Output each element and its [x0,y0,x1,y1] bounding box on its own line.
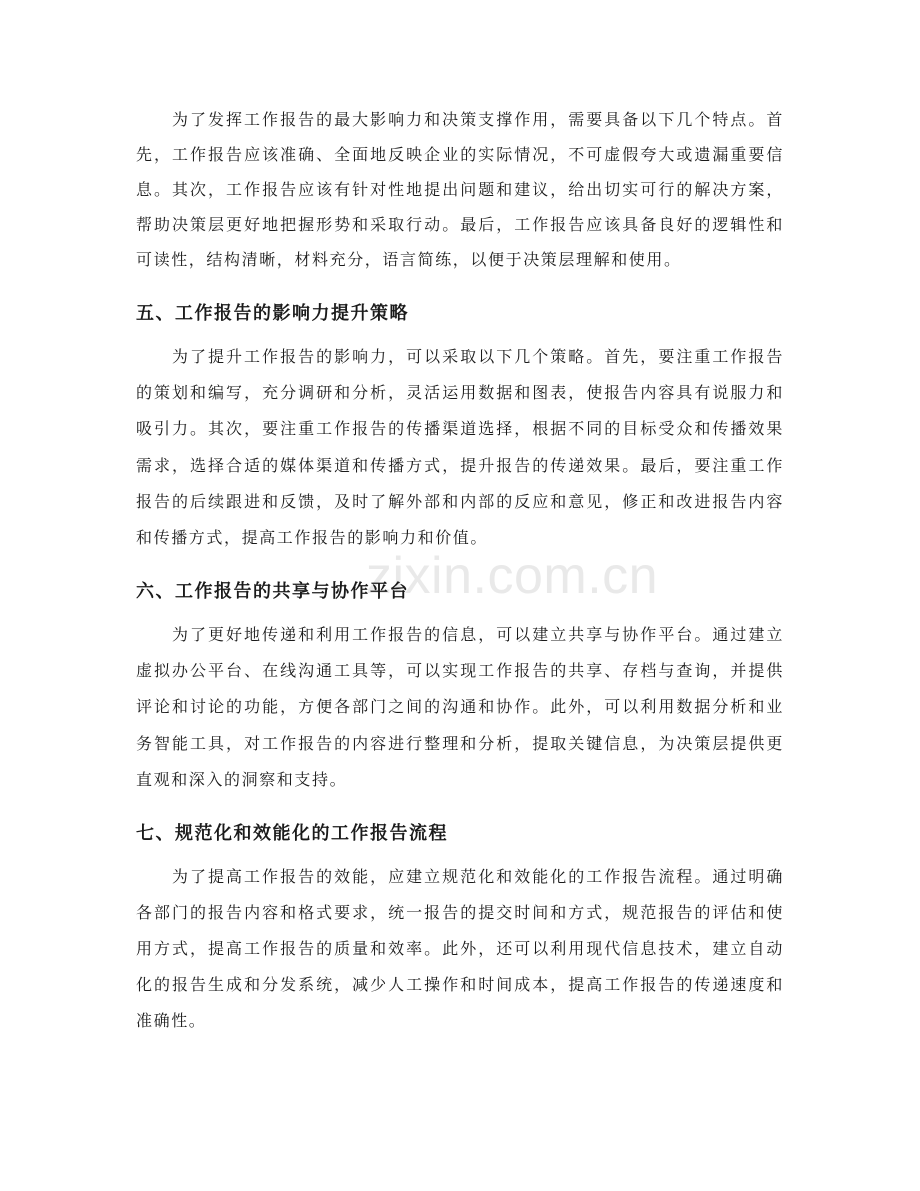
section-heading: 七、规范化和效能化的工作报告流程 [136,823,448,843]
paragraph-line: 的策划和编写，充分调研和分析，灵活运用数据和图表，使报告内容具有说服力和 [136,385,784,403]
paragraph-line: 息。其次，工作报告应该有针对性地提出问题和建议，给出切实可行的解决方案， [136,182,784,199]
paragraph-line: 报告的后续跟进和反馈，及时了解外部和内部的反应和意见，修正和改进报告内容 [136,493,784,511]
paragraph-line: 帮助决策层更好地把握形势和采取行动。最后，工作报告应该具备良好的逻辑性和 [136,217,784,234]
paragraph-line: 化的报告生成和分发系统，减少人工操作和时间成本，提高工作报告的传递速度和 [136,977,784,994]
paragraph-line: 准确性。 [136,1013,207,1030]
section-heading: 五、工作报告的影响力提升策略 [136,303,409,323]
paragraph-line: 可读性，结构清晰，材料充分，语言简练，以便于决策层理解和使用。 [136,252,682,269]
paragraph-line: 用方式，提高工作报告的质量和效率。此外，还可以利用现代信息技术，建立自动 [136,941,784,958]
paragraph-line: 为了更好地传递和利用工作报告的信息，可以建立共享与协作平台。通过建立 [172,627,784,644]
paragraph-line: 先，工作报告应该准确、全面地反映企业的实际情况，不可虚假夸大或遗漏重要信 [136,147,784,164]
section-paragraph [136,618,784,799]
intro-paragraph [136,103,784,278]
watermark: zixin.com.cn [366,547,659,605]
paragraph-line: 为了提高工作报告的效能，应建立规范化和效能化的工作报告流程。通过明确 [172,869,784,886]
section-paragraph [136,860,784,1040]
paragraph-line: 务智能工具，对工作报告的内容进行整理和分析，提取关键信息，为决策层提供更 [136,735,784,753]
paragraph-line: 虚拟办公平台、在线沟通工具等，可以实现工作报告的共享、存档与查询，并提供 [136,663,784,681]
paragraph-line: 为了发挥工作报告的最大影响力和决策支撑作用，需要具备以下几个特点。首 [172,112,784,129]
paragraph-line: 直观和深入的洞察和支持。 [136,771,348,789]
paragraph-line: 需求，选择合适的媒体渠道和传播方式，提升报告的传递效果。最后，要注重工作 [136,457,784,475]
paragraph-line: 各部门的报告内容和格式要求，统一报告的提交时间和方式，规范报告的评估和使 [136,905,784,922]
paragraph-line: 和传播方式，提高工作报告的影响力和价值。 [136,529,489,547]
paragraph-line: 为了提升工作报告的影响力，可以采取以下几个策略。首先，要注重工作报告 [172,349,784,366]
section-heading: 六、工作报告的共享与协作平台 [136,581,409,601]
paragraph-line: 评论和讨论的功能，方便各部门之间的沟通和协作。此外，可以利用数据分析和业 [136,699,784,717]
paragraph-line: 吸引力。其次，要注重工作报告的传播渠道选择，根据不同的目标受众和传播效果 [136,421,784,439]
section-paragraph [136,340,784,557]
